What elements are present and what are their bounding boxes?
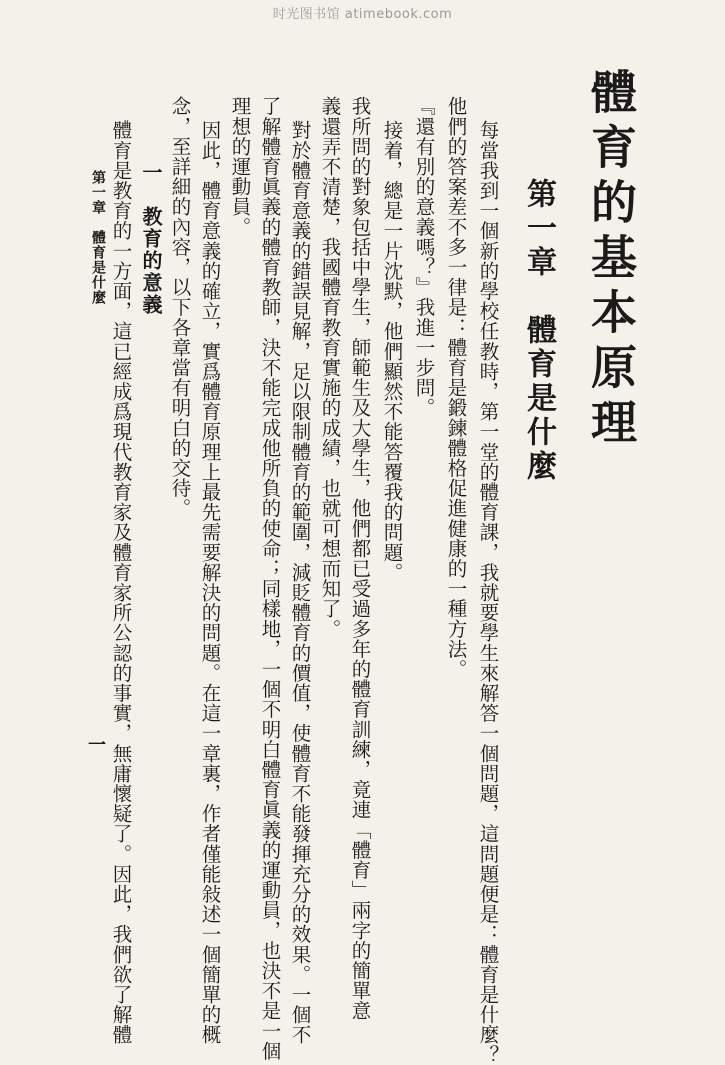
body-line-9: 理想的運動員。 bbox=[228, 96, 252, 237]
body-line-5: 我所問的對象包括中學生，師範生及大學生，他們都已受過多年的體育訓練，竟連「體育」兩字的簡單意 bbox=[348, 96, 372, 1021]
body-line-3: 『還有別的意義嗎？』我進一步問。 bbox=[412, 96, 436, 418]
body-line-7: 對於體育意義的錯誤見解，足以限制體育的範圍，減貶體育的價值，使體育不能發揮充分的效果。一個不 bbox=[288, 120, 312, 1045]
body-line-10: 因此，體育意義的確立，實爲體育原理上最先需要解決的問題。在這一章裏，作者僅能敍述一個簡單的概 bbox=[198, 120, 222, 1045]
body-line-6: 義還弄不清楚，我國體育教育實施的成績，也就可想而知了。 bbox=[318, 96, 342, 639]
body-line-11: 念，至詳細的內容，以下各章當有明白的交待。 bbox=[168, 96, 192, 519]
body-line-8: 了解體育眞義的體育教師，決不能完成他所負的使命；同樣地，一個不明白體育眞義的運動員，也決不是一個 bbox=[258, 96, 282, 1061]
body-line-12: 體育是教育的一方面，這已經成爲現代教育家及體育家所公認的事實，無庸懷疑了。因此，我們欲了解體 bbox=[109, 120, 133, 1045]
section-heading: 一 教育的意義 bbox=[139, 162, 163, 316]
body-line-2: 他們的答案差不多一律是：體育是鍛鍊體格促進健康的一種方法。 bbox=[444, 96, 468, 679]
book-title: 體育的基本原理 bbox=[584, 68, 638, 453]
body-line-1: 每當我到一個新的學校任教時，第一堂的體育課，我就要學生來解答一個問題，這問題便是：體育是什麼？ bbox=[476, 120, 500, 1065]
watermark: 时光图书馆 atimebook.com bbox=[272, 7, 453, 22]
running-header: 第一章 體育是什麼 bbox=[90, 170, 106, 305]
page-number: 一 bbox=[85, 735, 106, 753]
body-line-4: 接着，總是一片沈默，他們顯然不能答覆我的問題。 bbox=[380, 120, 404, 583]
chapter-heading: 第一章 體育是什麼 bbox=[521, 178, 556, 484]
